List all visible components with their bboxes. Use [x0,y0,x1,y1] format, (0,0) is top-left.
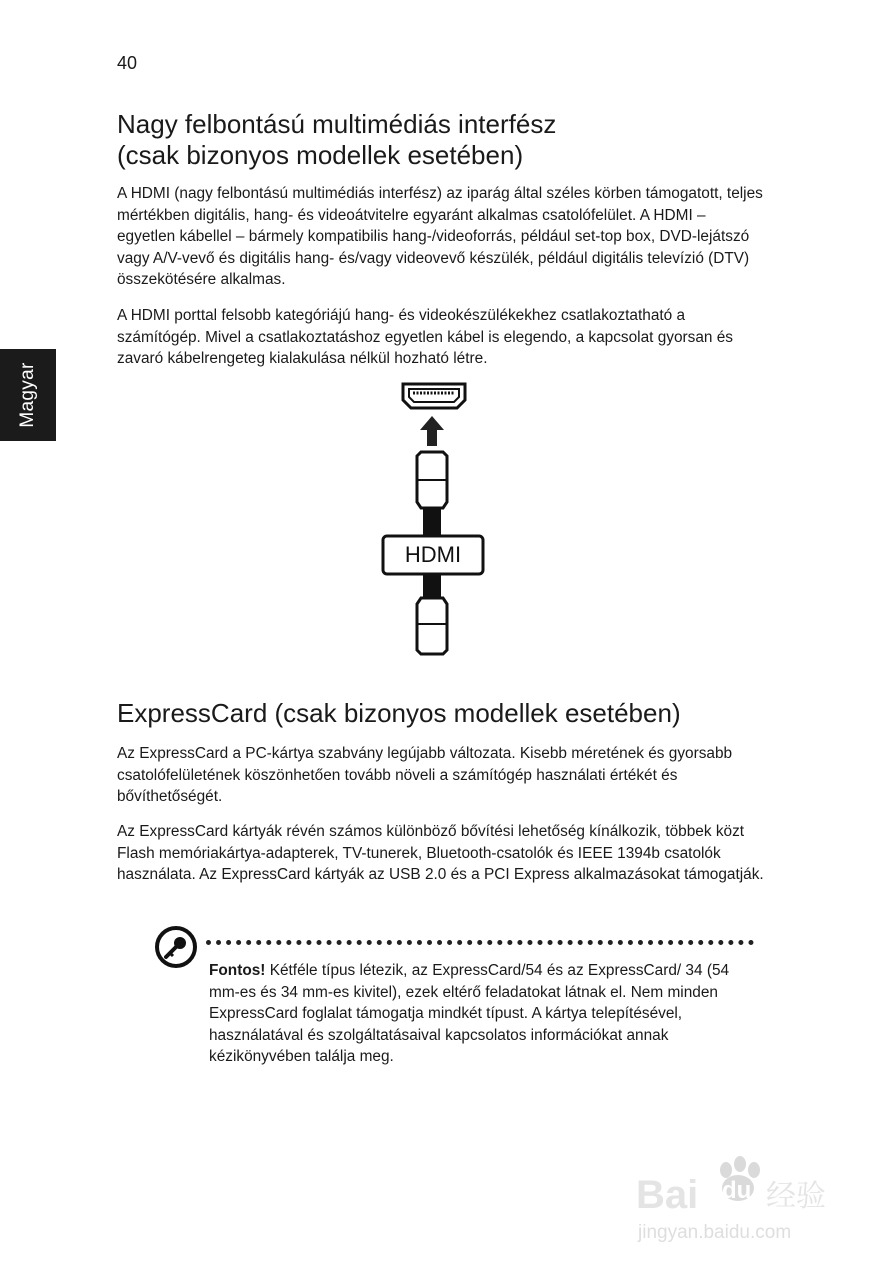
baidu-watermark [634,1150,844,1250]
watermark-brand-cn: 经验 [766,1179,826,1214]
hdmi-port-icon [403,384,465,408]
page-number: 40 [117,53,138,73]
side-tab-label: Magyar [17,362,38,428]
expresscard-paragraph-1: Az ExpressCard a PC-kártya szabvány legújabb változata. Kisebb méretének és gyorsabb csatolófelületének köszönhetően tovább növeli a számítógép használati értékét és bővíthetőségét. [117,745,733,805]
hdmi-paragraph-1: A HDMI (nagy felbontású multimédiás interfész) az iparág által széles körben támogatott, teljes mértékben digitális, hang- és videoátvitelre egyaránt alkalmas csatolófelület. A HDMI – egyetlen kábellel – bármely kompatibilis hang-/videoforrás, például set-top box, DVD-lejátszó vagy A/V-vevő és digitális hang- és/vagy videovevő készülék, például digitális televízió (DTV) összekötésére alkalmas. [117,185,763,288]
hdmi-title-line2: (csak bizonyos modellek esetében) [117,140,524,170]
note-body: Kétféle típus létezik, az ExpressCard/54 és az ExpressCard/ 34 (54 mm-es és 34 mm-es kivitel), ezek eltérő feladatokat látnak el. Nem minden ExpressCard foglalat támogatja mindkét típust. A kártya telepítésével, használatával és szolgáltatásaival kapcsolatos információkat annak kézikönyvében találja meg. [209,962,730,1065]
expresscard-paragraph-2: Az ExpressCard kártyák révén számos különböző bővítési lehetőség kínálkozik, többek közt Flash memóriakártya-adapterek, TV-tunerek, Bluetooth-csatolók és IEEE 1394b csatolók használata. Az ExpressCard kártyák az USB 2.0 és a PCI Express alkalmazásokat támogatják. [117,823,764,883]
note-text [209,960,754,1068]
note-divider [206,940,754,945]
hdmi-paragraph-2: A HDMI porttal felsobb kategóriájú hang- és videokészülékekhez csatlakoztatható a számítógép. Mivel a csatlakoztatáshoz egyetlen kábel is elegendo, a kapcsolat gyorsan és zavaró kábelrengeteg kialakulása nélkül hozható létre. [117,307,733,367]
hdmi-plug-lower [417,574,447,654]
note-label: Fontos! [209,962,266,979]
expresscard-section-title: ExpressCard (csak bizonyos modellek esetében) [117,698,681,728]
hdmi-figure-label: HDMI [404,542,462,567]
watermark-brand-left: Bai [636,1173,699,1217]
key-icon [154,925,198,969]
watermark-brand-right: du [722,1177,752,1204]
up-arrow-icon [420,416,444,446]
language-side-tab [0,349,56,441]
hdmi-cable-figure [375,380,495,670]
watermark-url: jingyan.baidu.com [638,1222,792,1243]
hdmi-section-title [117,109,556,171]
hdmi-title-line1: Nagy felbontású multimédiás interfész [117,109,557,139]
hdmi-plug-upper [417,452,447,536]
